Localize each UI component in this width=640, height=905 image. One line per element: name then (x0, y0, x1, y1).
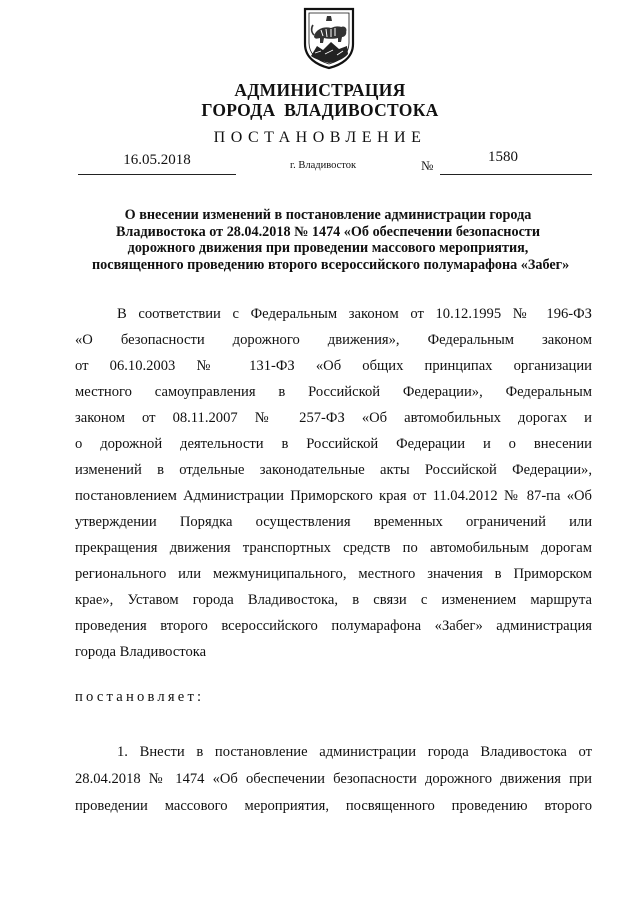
organization-title-line-1: АДМИНИСТРАЦИЯ (234, 80, 406, 100)
item-1-line: 28.04.2018 № 1474 «Об обеспечении безопасности дорожного движения при (75, 771, 592, 787)
preamble-line: о дорожной деятельности в Российской Федерации и о внесении (75, 436, 592, 452)
document-number: 1580 (488, 149, 518, 165)
preamble-line: В соответствии с Федеральным законом от 10.12.1995 № 196-ФЗ (117, 306, 592, 322)
subject-line: дорожного движения при проведении массового мероприятия, (127, 240, 529, 256)
item-1-line: 1. Внести в постановление администрации города Владивостока от (117, 744, 592, 760)
subject-line: посвященного проведению второго всероссийского полумарафона «Забег» (92, 256, 570, 273)
date-underline (78, 174, 236, 175)
document-city: г. Владивосток (290, 160, 357, 171)
preamble-line: регионального или межмуниципального, местного значения в Приморском (75, 566, 592, 582)
preamble-line: прекращения движения транспортных средств по автомобильным дорогам (75, 540, 592, 556)
preamble-line: местного самоуправления в Российской Федерации», Федеральным (75, 384, 592, 400)
preamble-line: постановлением Администрации Приморского края от 11.04.2012 № 87-па «Об (75, 488, 592, 504)
preamble-line: изменений в отдельные законодательные акты Российской Федерации», (75, 462, 592, 478)
number-underline (440, 174, 592, 175)
document-date: 16.05.2018 (123, 152, 191, 168)
number-sign: № (421, 158, 434, 173)
coat-of-arms-icon (301, 6, 357, 70)
preamble-line: от 06.10.2003 № 131-ФЗ «Об общих принципах организации (75, 358, 592, 374)
organization-title-line-2: ГОРОДА ВЛАДИВОСТОКА (201, 100, 439, 120)
subject-line: Владивостока от 28.04.2018 № 1474 «Об обеспечении безопасности (115, 223, 541, 240)
preamble-line: города Владивостока (75, 644, 207, 660)
preamble-line: законом от 08.11.2007 № 257-ФЗ «Об автомобильных дорогах и (75, 410, 592, 426)
preamble-line: крае», Уставом города Владивостока, в связи с изменением маршрута (75, 592, 592, 608)
decides-heading: постановляет: (75, 689, 205, 705)
preamble-line: проведения второго всероссийского полумарафона «Забег» администрация (75, 618, 592, 634)
subject-line: О внесении изменений в постановление администрации города (124, 207, 532, 223)
preamble-line: утверждении Порядка осуществления временных ограничений или (75, 514, 592, 530)
document-type: ПОСТАНОВЛЕНИЕ (213, 129, 427, 146)
document-subject (92, 207, 570, 273)
item-1-line: проведении массового мероприятия, посвященного проведению второго (75, 798, 592, 814)
preamble-line: «О безопасности дорожного движения», Федеральным законом (75, 332, 592, 348)
